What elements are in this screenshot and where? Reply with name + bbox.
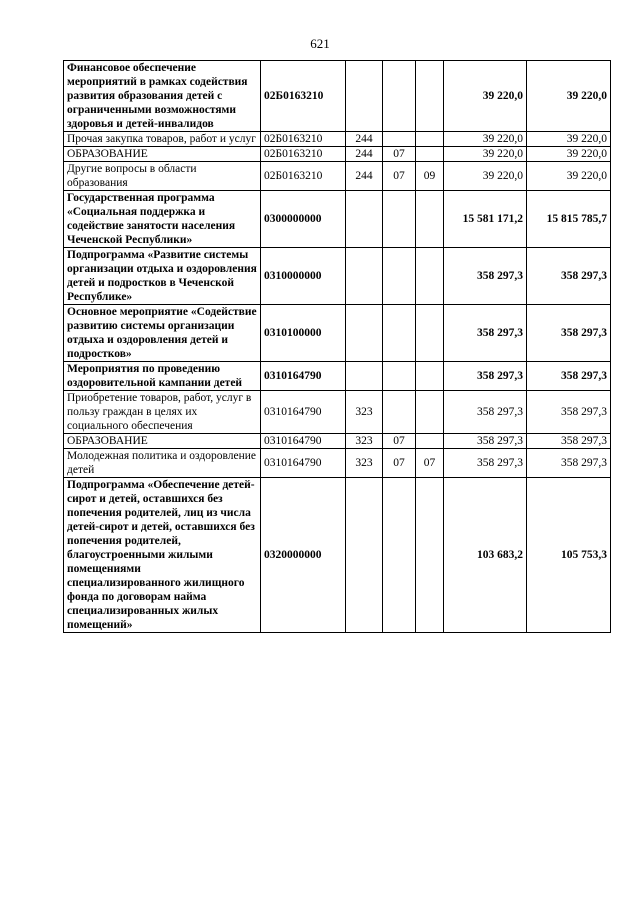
section-cell — [383, 305, 416, 362]
row-name-cell: ОБРАЗОВАНИЕ — [64, 434, 261, 449]
table-row — [64, 478, 611, 633]
amount-year1-cell: 358 297,3 — [444, 305, 527, 362]
subsection-cell: 07 — [416, 449, 444, 478]
section-cell — [383, 191, 416, 248]
subsection-cell — [416, 191, 444, 248]
target-code-cell: 0310000000 — [261, 248, 346, 305]
expense-type-cell: 244 — [346, 147, 383, 162]
target-code-cell: 02Б0163210 — [261, 61, 346, 132]
amount-year2-cell: 39 220,0 — [527, 132, 611, 147]
table-row — [64, 305, 611, 362]
subsection-cell — [416, 362, 444, 391]
subsection-cell — [416, 434, 444, 449]
amount-year1-cell: 39 220,0 — [444, 147, 527, 162]
amount-year1-cell: 15 581 171,2 — [444, 191, 527, 248]
expense-type-cell: 323 — [346, 434, 383, 449]
table-row — [64, 191, 611, 248]
amount-year2-cell: 358 297,3 — [527, 305, 611, 362]
subsection-cell — [416, 305, 444, 362]
amount-year2-cell: 358 297,3 — [527, 449, 611, 478]
section-cell: 07 — [383, 449, 416, 478]
row-name-cell: Основное мероприятие «Содействие развитию системы организации отдыха и оздоровления детей и подростков» — [64, 305, 261, 362]
row-name-cell: Прочая закупка товаров, работ и услуг — [64, 132, 261, 147]
subsection-cell — [416, 132, 444, 147]
section-cell — [383, 61, 416, 132]
subsection-cell — [416, 61, 444, 132]
amount-year2-cell: 358 297,3 — [527, 391, 611, 434]
table-row — [64, 162, 611, 191]
table-row — [64, 391, 611, 434]
table-row — [64, 362, 611, 391]
target-code-cell: 0310100000 — [261, 305, 346, 362]
subsection-cell — [416, 478, 444, 633]
expense-type-cell — [346, 305, 383, 362]
section-cell — [383, 248, 416, 305]
amount-year1-cell: 39 220,0 — [444, 61, 527, 132]
page-number: 621 — [310, 36, 330, 51]
row-name-cell: Молодежная политика и оздоровление детей — [64, 449, 261, 478]
table-row — [64, 248, 611, 305]
section-cell: 07 — [383, 434, 416, 449]
target-code-cell: 0310164790 — [261, 362, 346, 391]
subsection-cell — [416, 147, 444, 162]
row-name-cell: Финансовое обеспечение мероприятий в рамках содействия развития образования детей с ограниченными возможностями здоровья и детей-инвалидов — [64, 61, 261, 132]
table-row — [64, 449, 611, 478]
amount-year1-cell: 358 297,3 — [444, 248, 527, 305]
expense-type-cell — [346, 191, 383, 248]
section-cell — [383, 362, 416, 391]
amount-year1-cell: 358 297,3 — [444, 434, 527, 449]
target-code-cell: 02Б0163210 — [261, 132, 346, 147]
expense-type-cell: 323 — [346, 449, 383, 478]
amount-year1-cell: 39 220,0 — [444, 162, 527, 191]
table-row — [64, 434, 611, 449]
subsection-cell: 09 — [416, 162, 444, 191]
section-cell — [383, 132, 416, 147]
amount-year1-cell: 358 297,3 — [444, 449, 527, 478]
target-code-cell: 0320000000 — [261, 478, 346, 633]
expense-type-cell: 323 — [346, 391, 383, 434]
row-name-cell: Приобретение товаров, работ, услуг в пользу граждан в целях их социального обеспечения — [64, 391, 261, 434]
expense-type-cell: 244 — [346, 132, 383, 147]
row-name-cell: Подпрограмма «Обеспечение детей-сирот и детей, оставшихся без попечения родителей, лиц из числа детей-сирот и детей, оставшихся без попечения родителей, благоустроенными жилыми помещениями специализированного жилищного фонда по договорам найма специализированных жилых помещений» — [64, 478, 261, 633]
expense-type-cell: 244 — [346, 162, 383, 191]
amount-year2-cell: 358 297,3 — [527, 362, 611, 391]
section-cell — [383, 478, 416, 633]
table-row — [64, 61, 611, 132]
row-name-cell: Мероприятия по проведению оздоровительной кампании детей — [64, 362, 261, 391]
target-code-cell: 0310164790 — [261, 449, 346, 478]
amount-year1-cell: 39 220,0 — [444, 132, 527, 147]
amount-year2-cell: 358 297,3 — [527, 434, 611, 449]
amount-year1-cell: 358 297,3 — [444, 362, 527, 391]
table-row — [64, 147, 611, 162]
amount-year2-cell: 39 220,0 — [527, 162, 611, 191]
target-code-cell: 02Б0163210 — [261, 162, 346, 191]
expense-type-cell — [346, 478, 383, 633]
section-cell — [383, 391, 416, 434]
section-cell: 07 — [383, 162, 416, 191]
expense-type-cell — [346, 61, 383, 132]
target-code-cell: 0310164790 — [261, 391, 346, 434]
table-row — [64, 132, 611, 147]
amount-year2-cell: 39 220,0 — [527, 147, 611, 162]
subsection-cell — [416, 248, 444, 305]
subsection-cell — [416, 391, 444, 434]
row-name-cell: ОБРАЗОВАНИЕ — [64, 147, 261, 162]
row-name-cell: Государственная программа «Социальная поддержка и содействие занятости населения Чеченской Республики» — [64, 191, 261, 248]
row-name-cell: Подпрограмма «Развитие системы организации отдыха и оздоровления детей и подростков в Чеченской Республике» — [64, 248, 261, 305]
amount-year2-cell: 358 297,3 — [527, 248, 611, 305]
budget-table — [63, 60, 611, 633]
target-code-cell: 02Б0163210 — [261, 147, 346, 162]
amount-year2-cell: 15 815 785,7 — [527, 191, 611, 248]
expense-type-cell — [346, 248, 383, 305]
amount-year1-cell: 103 683,2 — [444, 478, 527, 633]
expense-type-cell — [346, 362, 383, 391]
amount-year2-cell: 39 220,0 — [527, 61, 611, 132]
target-code-cell: 0300000000 — [261, 191, 346, 248]
section-cell: 07 — [383, 147, 416, 162]
amount-year1-cell: 358 297,3 — [444, 391, 527, 434]
amount-year2-cell: 105 753,3 — [527, 478, 611, 633]
row-name-cell: Другие вопросы в области образования — [64, 162, 261, 191]
target-code-cell: 0310164790 — [261, 434, 346, 449]
